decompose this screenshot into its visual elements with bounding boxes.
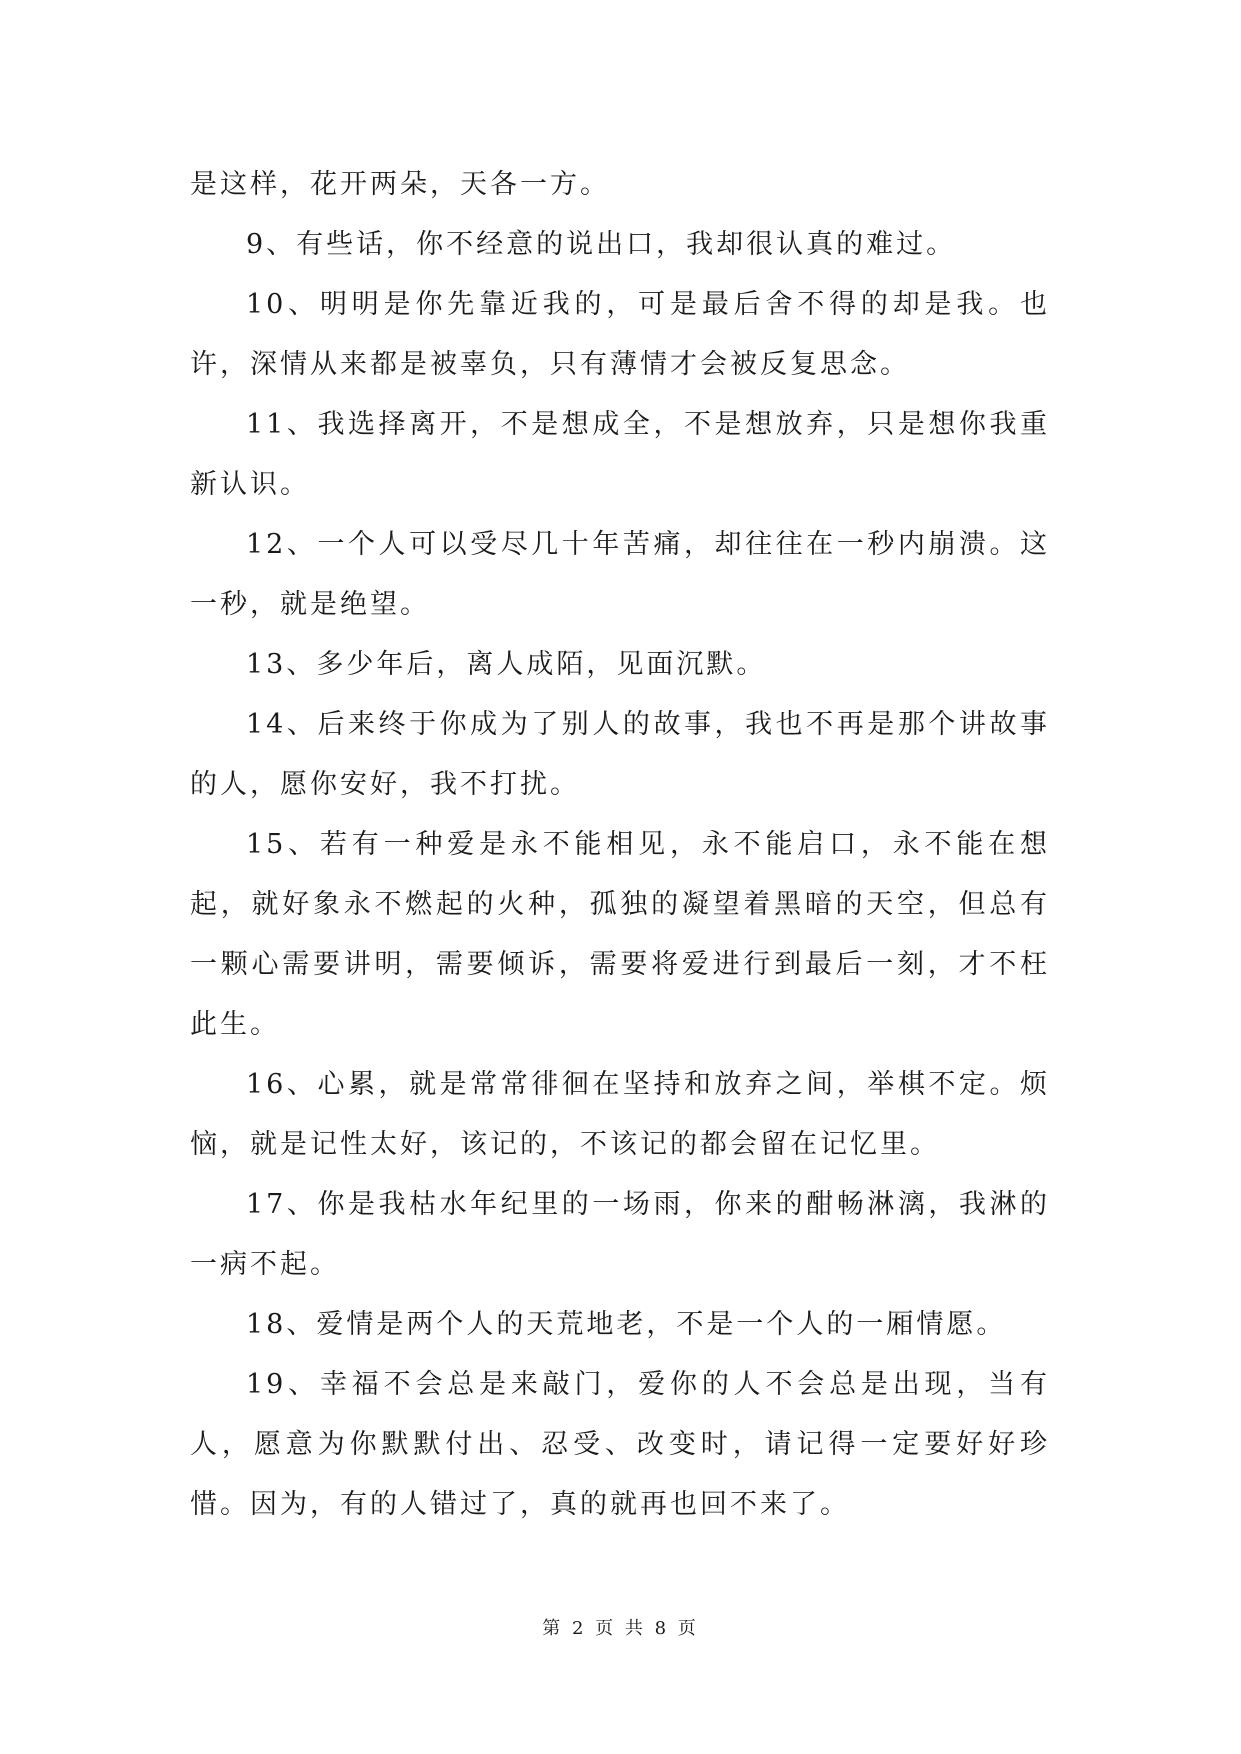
paragraph-item-10: 10、明明是你先靠近我的，可是最后舍不得的却是我。也许，深情从来都是被辜负，只有薄情才会被反复思念。 — [190, 289, 1050, 380]
paragraph-item-11: 11、我选择离开，不是想成全，不是想放弃，只是想你我重新认识。 — [190, 409, 1050, 500]
paragraph-continuation: 是这样，花开两朵，天各一方。 — [190, 169, 610, 200]
document-body — [190, 155, 1050, 1535]
paragraph-item-16: 16、心累，就是常常徘徊在坚持和放弃之间，举棋不定。烦恼，就是记性太好，该记的，不该记的都会留在记忆里。 — [190, 1069, 1050, 1160]
paragraph-item-12: 12、一个人可以受尽几十年苦痛，却往往在一秒内崩溃。这一秒，就是绝望。 — [190, 529, 1050, 620]
page-number-footer: 第 2 页 共 8 页 — [542, 1618, 699, 1639]
paragraph-item-18: 18、爱情是两个人的天荒地老，不是一个人的一厢情愿。 — [246, 1309, 1007, 1340]
paragraph-item-13: 13、多少年后，离人成陌，见面沉默。 — [246, 649, 767, 680]
paragraph-item-19: 19、幸福不会总是来敲门，爱你的人不会总是出现，当有人，愿意为你默默付出、忍受、改变时，请记得一定要好好珍惜。因为，有的人错过了，真的就再也回不来了。 — [190, 1369, 1050, 1520]
paragraph-item-17: 17、你是我枯水年纪里的一场雨，你来的酣畅淋漓，我淋的一病不起。 — [190, 1189, 1050, 1280]
paragraph-item-15: 15、若有一种爱是永不能相见，永不能启口，永不能在想起，就好象永不燃起的火种，孤独的凝望着黑暗的天空，但总有一颗心需要讲明，需要倾诉，需要将爱进行到最后一刻，才不枉此生。 — [190, 829, 1050, 1040]
paragraph-item-14: 14、后来终于你成为了别人的故事，我也不再是那个讲故事的人，愿你安好，我不打扰。 — [190, 709, 1050, 800]
paragraph-item-9: 9、有些话，你不经意的说出口，我却很认真的难过。 — [246, 229, 957, 260]
